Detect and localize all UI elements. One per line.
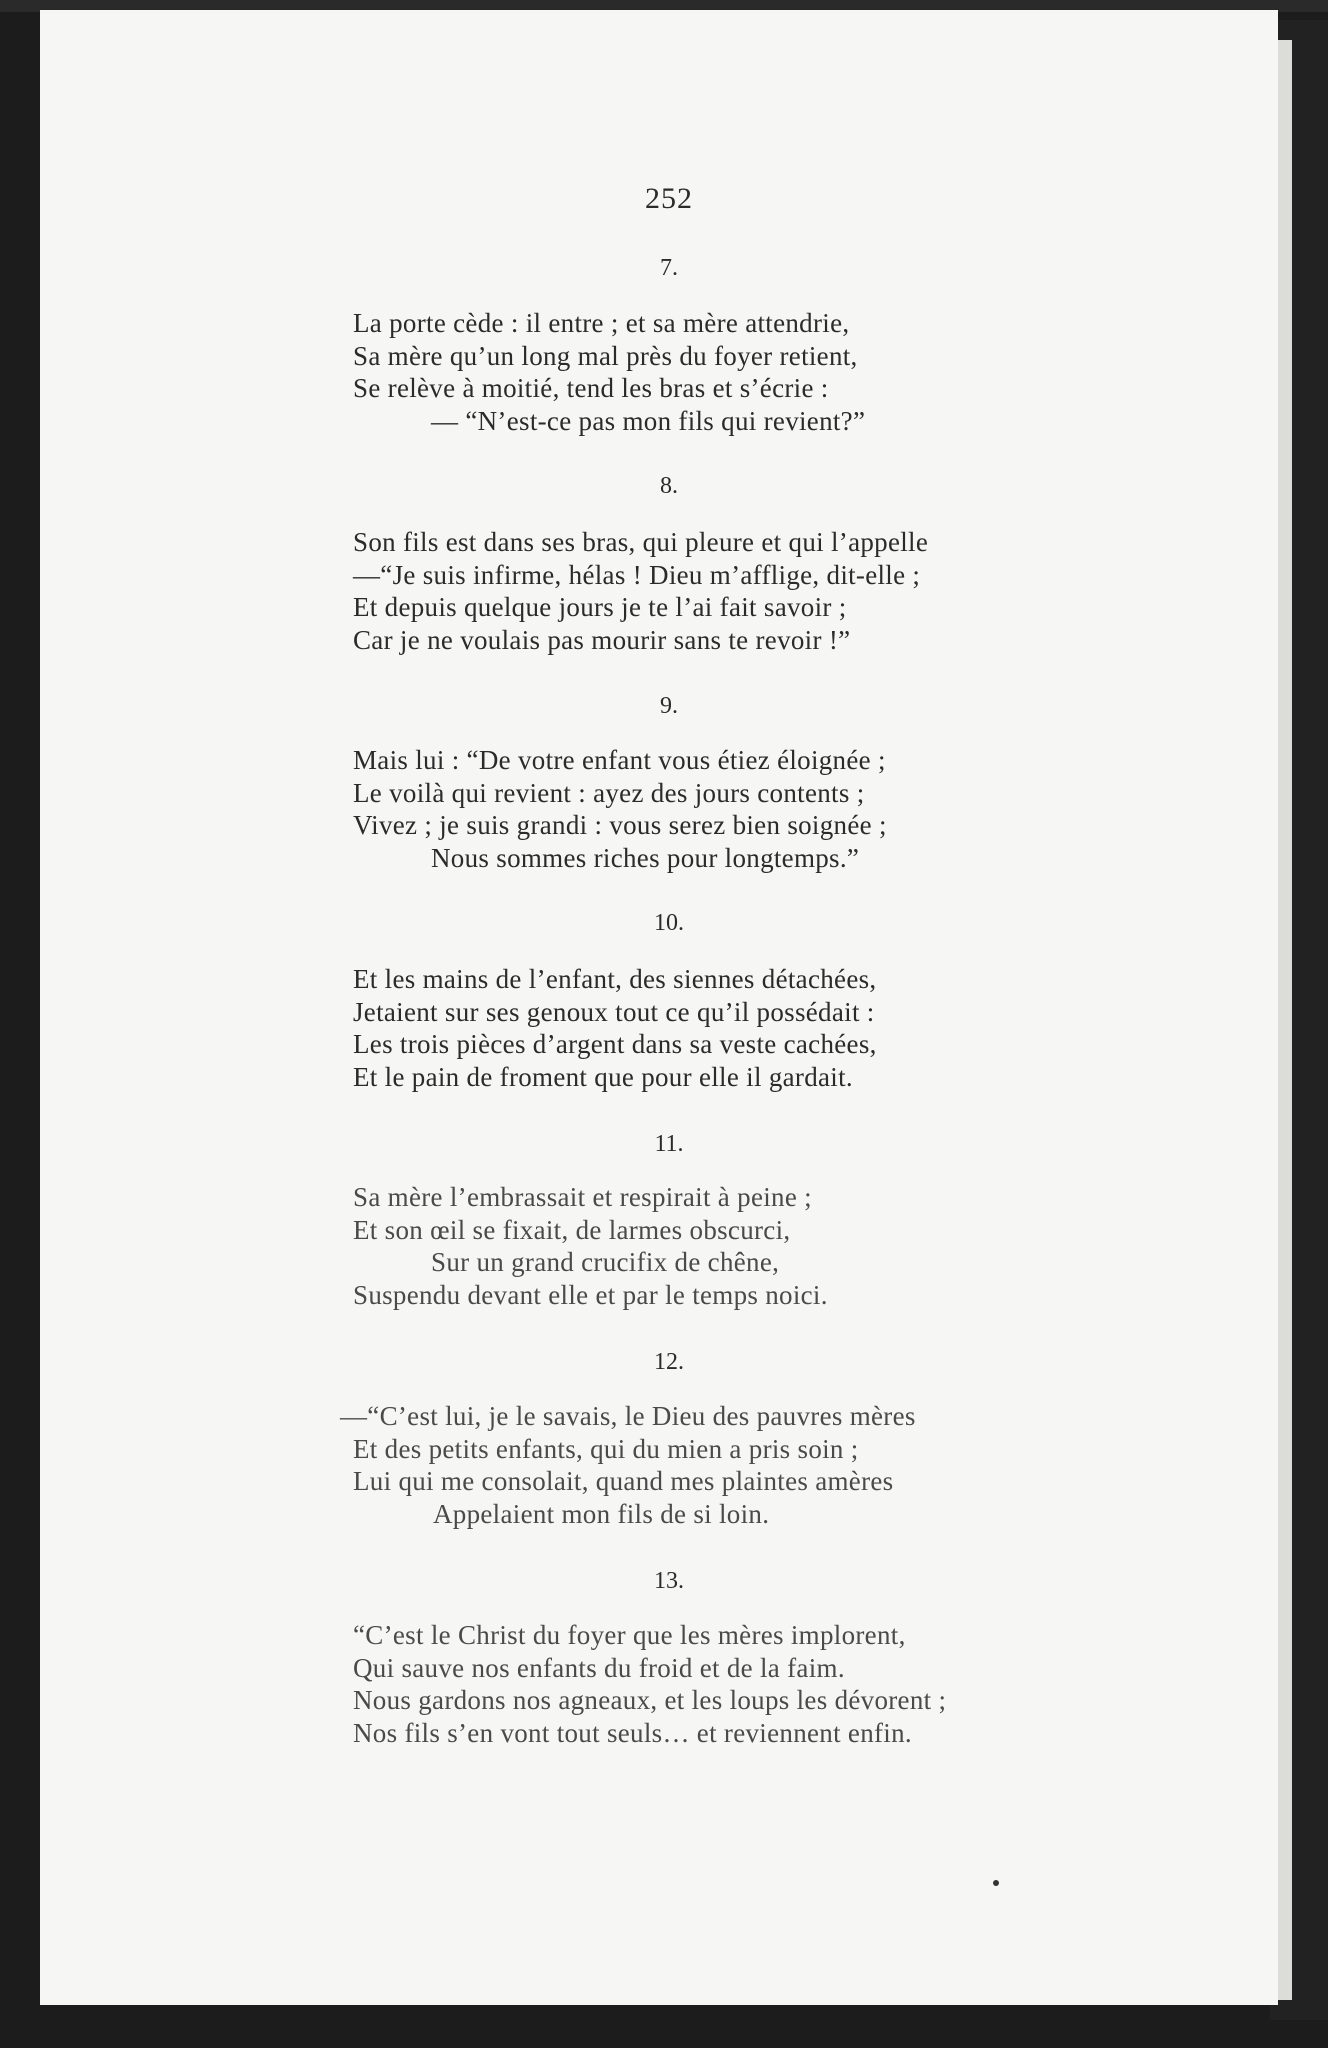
verse-line: Car je ne voulais pas mourir sans te revoir !” (353, 624, 851, 655)
verse-line: Nous sommes riches pour longtemps.” (431, 842, 860, 873)
stanza (353, 963, 1173, 1093)
verse-line: — “N’est-ce pas mon fils qui revient?” (431, 405, 866, 436)
verse-line: Et le pain de froment que pour elle il gardait. (353, 1061, 853, 1092)
verse-line: Jetaient sur ses genoux tout ce qu’il possédait : (353, 996, 875, 1027)
verse-line: La porte cède : il entre ; et sa mère attendrie, (353, 308, 850, 338)
verse-line: Appelaient mon fils de si loin. (433, 1498, 770, 1529)
stanza (353, 526, 1173, 656)
verse-line: Nous gardons nos agneaux, et les loups les dévorent ; (353, 1685, 947, 1715)
verse-line: Sa mère qu’un long mal près du foyer retient, (353, 340, 858, 371)
verse-line: Et depuis quelque jours je te l’ai fait savoir ; (353, 592, 847, 622)
verse-line: Lui qui me consolait, quand mes plaintes amères (353, 1466, 894, 1496)
verse-line: Vivez ; je suis grandi : vous serez bien soignée ; (353, 810, 887, 840)
stanza-number: 8. (660, 473, 678, 499)
verse-line: Le voilà qui revient : ayez des jours contents ; (353, 777, 865, 808)
verse-line: Son fils est dans ses bras, qui pleure et qui l’appelle (353, 527, 929, 557)
verse-line: Nos fils s’en vont tout seuls… et reviennent enfin. (353, 1717, 912, 1748)
verse-line: Et les mains de l’enfant, des siennes détachées, (353, 964, 877, 994)
stanza-number: 13. (654, 1568, 684, 1594)
verse-line: Les trois pièces d’argent dans sa veste cachées, (353, 1029, 877, 1059)
verse-line: Se relève à moitié, tend les bras et s’écrie : (353, 373, 829, 403)
ink-speck (993, 1880, 999, 1886)
verse-line: Et des petits enfants, qui du mien a pris soin ; (353, 1433, 859, 1464)
stanza-number: 7. (660, 255, 678, 281)
stanza-number: 10. (654, 910, 684, 936)
stanza-number: 12. (654, 1349, 684, 1375)
stanza (353, 1619, 1173, 1749)
verse-line: Et son œil se fixait, de larmes obscurci, (353, 1214, 791, 1245)
stanza (340, 1400, 1160, 1530)
next-page-edge (1278, 40, 1292, 2000)
page-number: 252 (645, 182, 693, 215)
stanza-number: 9. (660, 693, 678, 719)
page-content (40, 10, 1278, 2005)
stanza (353, 307, 1173, 437)
verse-line: Mais lui : “De votre enfant vous étiez éloignée ; (353, 745, 886, 775)
verse-line: Sur un grand crucifix de chêne, (431, 1247, 780, 1277)
verse-line: “C’est le Christ du foyer que les mères implorent, (353, 1620, 906, 1650)
stanza (353, 744, 1173, 874)
stanza-number: 11. (654, 1131, 684, 1157)
verse-line: —“Je suis infirme, hélas ! Dieu m’afflige, dit-elle ; (353, 559, 921, 590)
verse-line: —“C’est lui, je le savais, le Dieu des pauvres mères (340, 1401, 916, 1431)
verse-line: Suspendu devant elle et par le temps noici. (353, 1279, 828, 1310)
verse-line: Sa mère l’embrassait et respirait à peine ; (353, 1182, 812, 1212)
book-page (40, 10, 1278, 2005)
stanza (353, 1181, 1173, 1311)
verse-line: Qui sauve nos enfants du froid et de la faim. (353, 1652, 845, 1683)
